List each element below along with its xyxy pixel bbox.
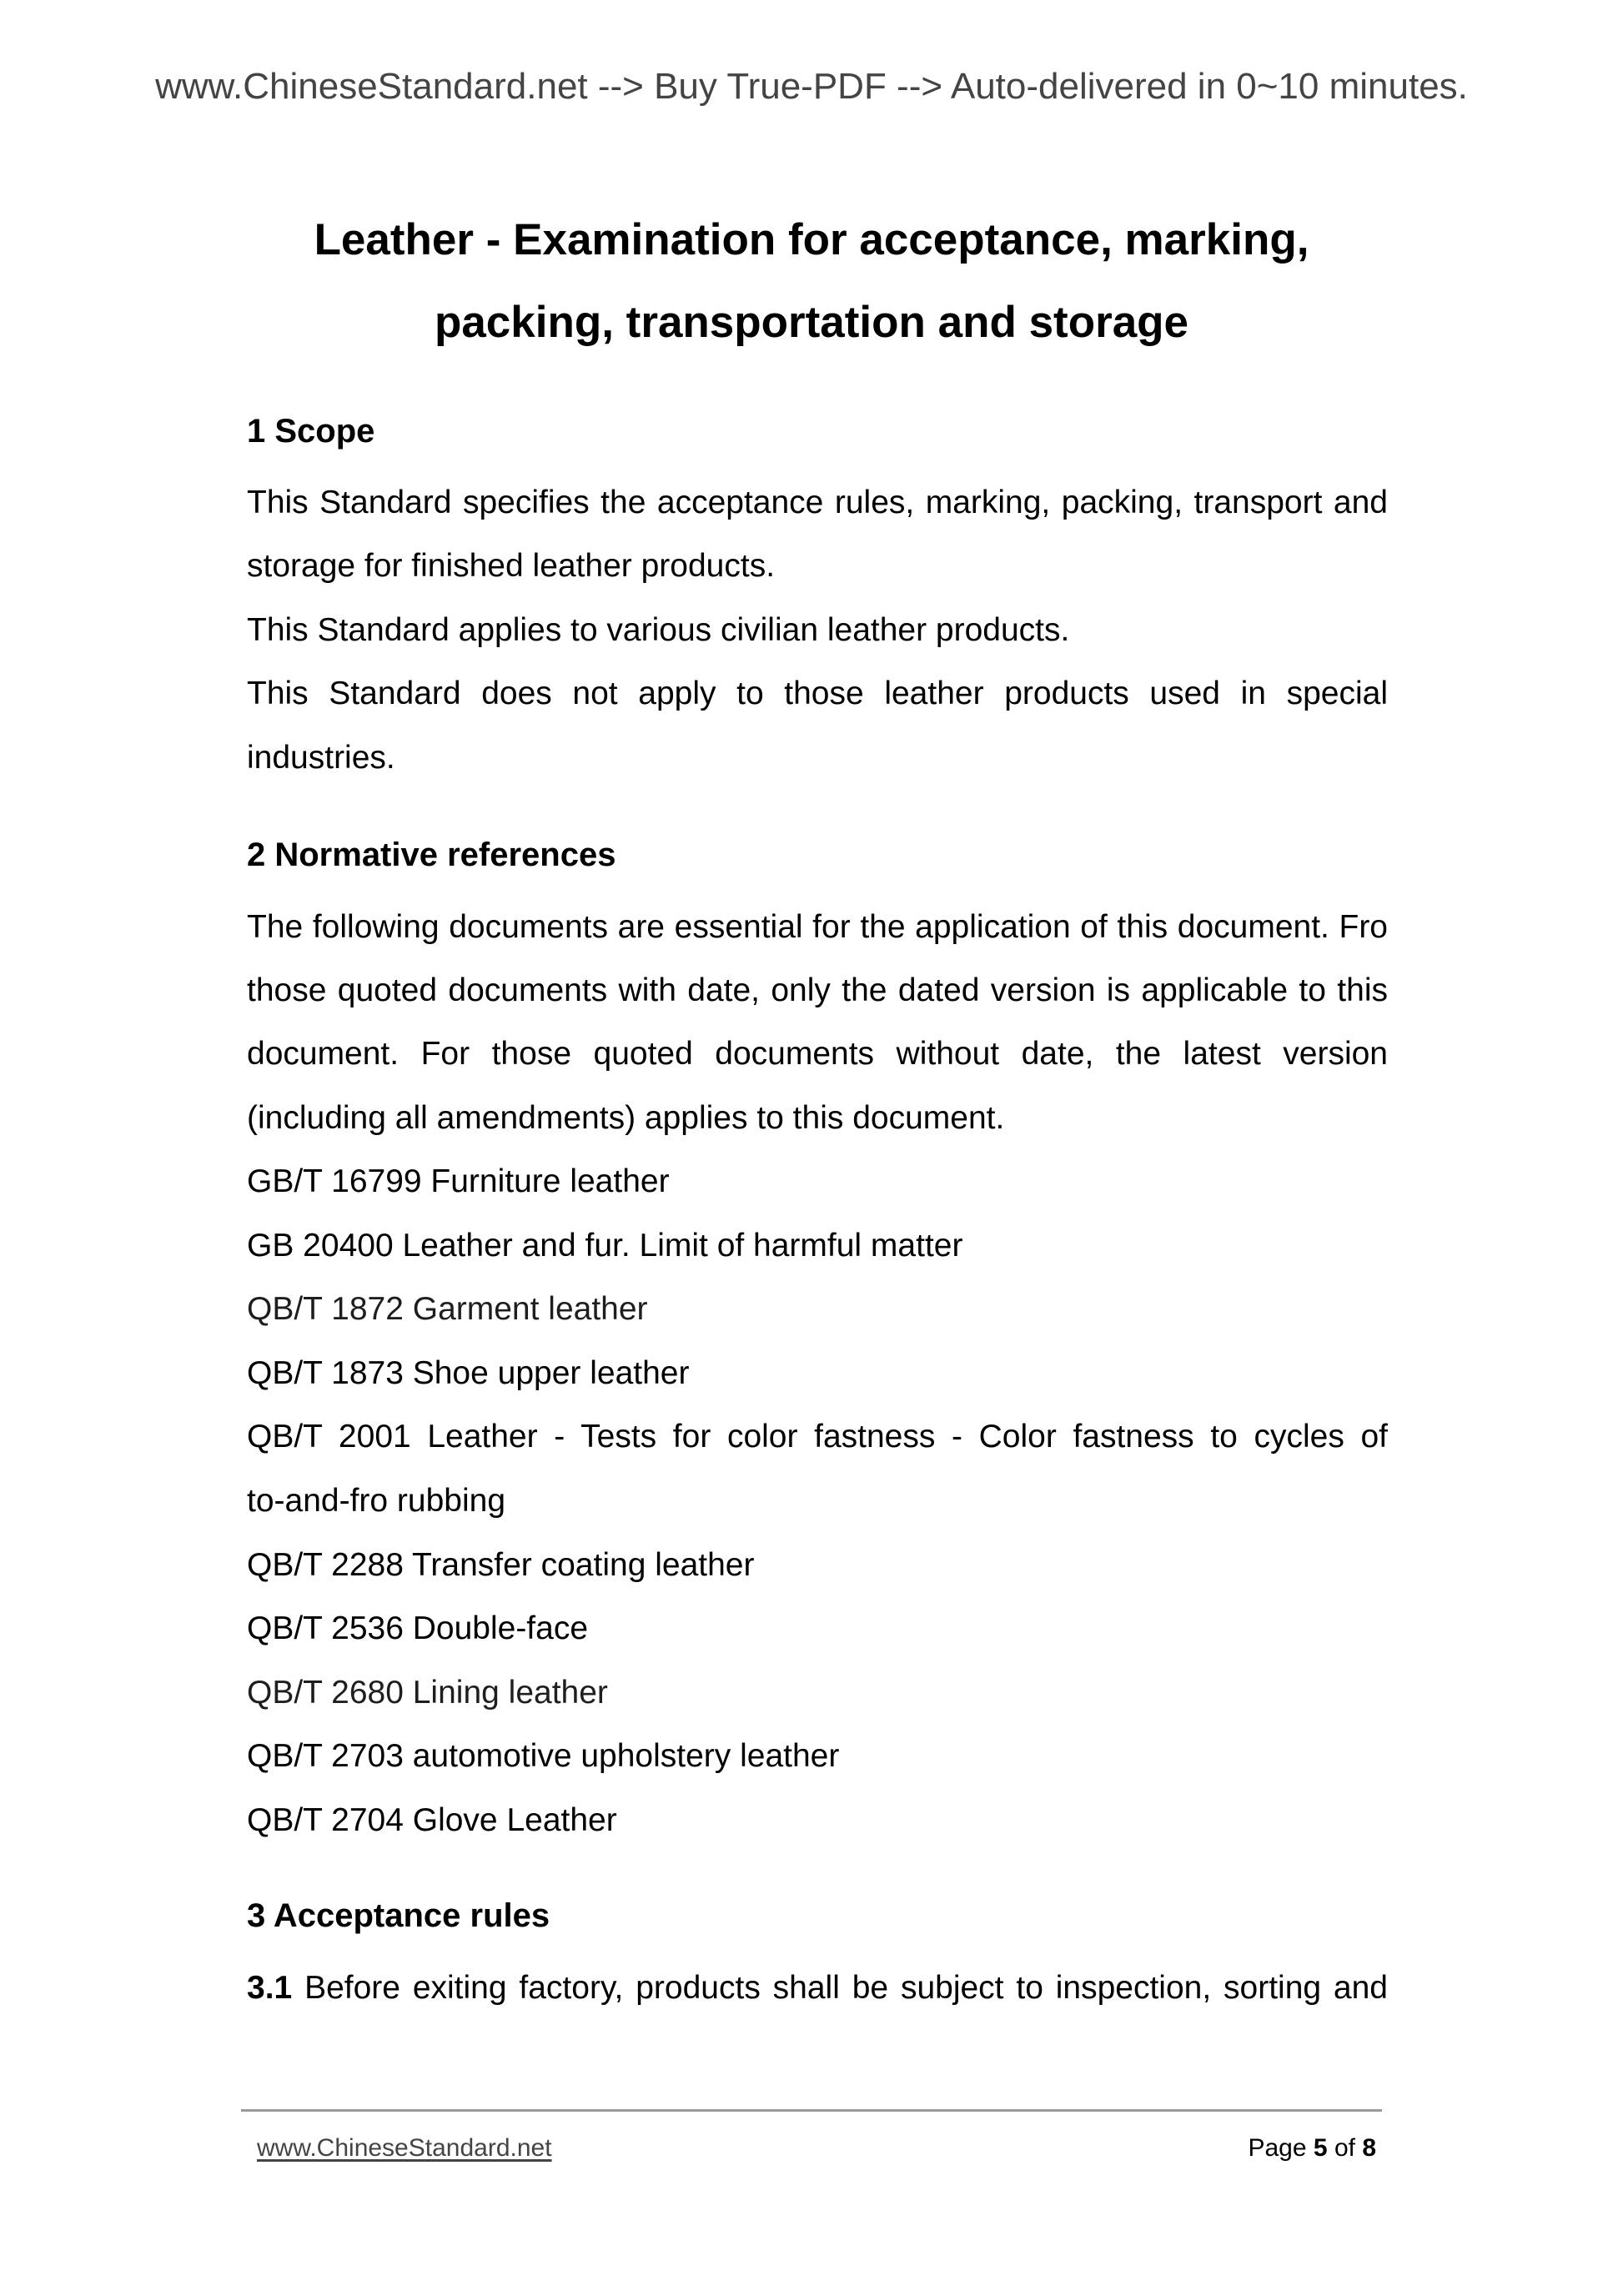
reference-item: QB/T 2536 Double-face	[247, 1610, 589, 1646]
page-current: 5	[1313, 2134, 1328, 2162]
section-heading-normative-references: 2 Normative references	[247, 837, 616, 873]
paragraph-line: (including all amendments) applies to this document.	[247, 1100, 1005, 1136]
paragraph-line: This Standard specifies the acceptance rules, marking, packing, transport and	[247, 485, 1388, 520]
reference-item: QB/T 2001 Leather - Tests for color fastness - Color fastness to cycles of	[247, 1419, 1388, 1454]
clause-3-1	[247, 1968, 1388, 2008]
top-banner: www.ChineseStandard.net --> Buy True-PDF --> Auto-delivered in 0~10 minutes.	[155, 66, 1468, 107]
document-title-line-2: packing, transportation and storage	[434, 298, 1189, 347]
page-of: of	[1334, 2134, 1355, 2162]
paragraph-line: those quoted documents with date, only the dated version is applicable to this	[247, 972, 1388, 1008]
paragraph-line: This Standard applies to various civilian leather products.	[247, 612, 1070, 648]
reference-item: GB 20400 Leather and fur. Limit of harmful matter	[247, 1228, 963, 1264]
footer-website-link[interactable]: www.ChineseStandard.net	[257, 2134, 552, 2162]
reference-item: QB/T 2703 automotive upholstery leather	[247, 1738, 840, 1774]
reference-item-continuation: to-and-fro rubbing	[247, 1483, 506, 1519]
page-prefix: Page	[1248, 2134, 1307, 2162]
section-heading-acceptance-rules: 3 Acceptance rules	[247, 1897, 550, 1934]
reference-item: GB/T 16799 Furniture leather	[247, 1163, 670, 1199]
clause-number: 3.1	[247, 1970, 293, 2006]
paragraph-line: document. For those quoted documents without date, the latest version	[247, 1036, 1388, 1072]
section-heading-scope: 1 Scope	[247, 413, 375, 450]
paragraph-line: The following documents are essential for the application of this document. Fro	[247, 909, 1388, 945]
reference-item: QB/T 2704 Glove Leather	[247, 1802, 617, 1838]
paragraph-line: industries.	[247, 740, 395, 776]
document-title-line-1: Leather - Examination for acceptance, marking,	[314, 215, 1309, 264]
paragraph-line: This Standard does not apply to those leather products used in special	[247, 676, 1388, 711]
reference-item: QB/T 2288 Transfer coating leather	[247, 1547, 755, 1583]
footer-divider	[241, 2109, 1382, 2112]
page-indicator	[1248, 2132, 1376, 2165]
reference-item: QB/T 1872 Garment leather	[247, 1291, 648, 1327]
paragraph-line: storage for finished leather products.	[247, 548, 776, 584]
clause-text: Before exiting factory, products shall be subject to inspection, sorting and	[304, 1970, 1388, 2006]
reference-item: QB/T 2680 Lining leather	[247, 1675, 608, 1711]
reference-item: QB/T 1873 Shoe upper leather	[247, 1355, 690, 1391]
page-total: 8	[1362, 2134, 1376, 2162]
